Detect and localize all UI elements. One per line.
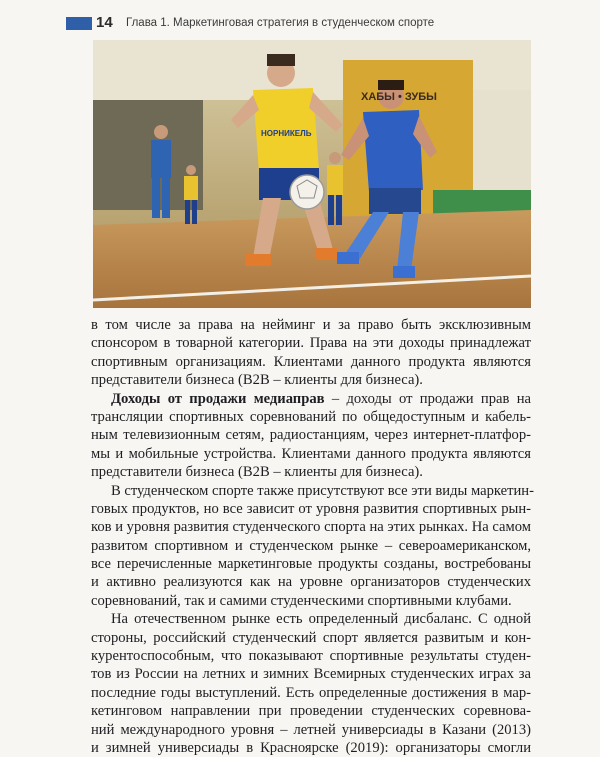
text-line: и зимней универсиады в Красноярске (2019): организаторы смогли: [91, 739, 531, 756]
text-line: ний международного уровня – летней универсиады в Казани (2013): [91, 721, 531, 738]
lead-rest: – доходы от продажи прав на: [324, 390, 531, 407]
text-line: в том числе за права на нейминг и за право быть эксклюзивным: [91, 317, 531, 333]
text-line: трансляции спортивных соревнований по общедоступным и кабель-: [91, 408, 531, 425]
text-line: мы и мобильные устройства. Клиентами данного продукта являются: [91, 445, 531, 462]
text-line: ным телевизионным сетям, радиостанциям, через интернет-платфор-: [91, 427, 531, 444]
body-text: [91, 316, 534, 757]
bold-term: Доходы от продажи медиаправ: [111, 390, 325, 407]
text-line: говых продуктов, но все зависит от уровня развития спортивных рын-: [91, 500, 531, 517]
header-color-bar: [66, 17, 92, 30]
jersey-sponsor-text: НОРНИКЕЛЬ: [261, 129, 312, 138]
arena-banner-text: ХАБЫ • ЗУБЫ: [361, 91, 437, 103]
text-line: развитом спортивном и студенческом рынке – североамериканском,: [91, 537, 531, 554]
text-line: представители бизнеса (B2B – клиенты для бизнеса).: [91, 372, 423, 389]
text-line: спонсором в товарной категории. Права на эти доходы принадлежат: [91, 335, 531, 352]
text-line: кетинговом направлении при проведении студенческих соревнова-: [91, 703, 531, 720]
text-line: последние годы выступлений. Есть определенные достижения в мар-: [91, 684, 531, 701]
text-line: спортивным организациям. Клиентами данного продукта являются: [91, 353, 531, 370]
running-title: Глава 1. Маркетинговая стратегия в студенческом спорте: [126, 17, 435, 29]
text-line: В студенческом спорте также присутствуют все эти виды маркетин-: [111, 482, 534, 499]
text-line: курентоспособным, что показывают спортивные результаты студен-: [91, 648, 531, 665]
text-line: стороны, российский студенческий спорт является развитым и кон-: [91, 629, 531, 646]
text-line: все перечисленные маркетинговые продукты созданы, востребованы: [91, 556, 531, 573]
text-line: и активно реализуются как на уровне организаторов студенческих: [91, 574, 531, 591]
text-line: соревнований, так и самими студенческими спортивными клубами.: [91, 592, 512, 609]
futsal-photo: [93, 40, 531, 308]
text-line: тов из России на летних и зимних Всемирных студенческих играх за: [91, 666, 531, 683]
text-line: На отечественном рынке есть определенный дисбаланс. С одной: [111, 611, 531, 628]
paragraph-lead-line: [91, 390, 531, 408]
page-number: 14: [96, 14, 113, 31]
text-line: представители бизнеса (B2B – клиенты для бизнеса).: [91, 464, 423, 481]
text-line: ков и уровня развития студенческого спорта на этих рынках. На самом: [91, 519, 531, 536]
